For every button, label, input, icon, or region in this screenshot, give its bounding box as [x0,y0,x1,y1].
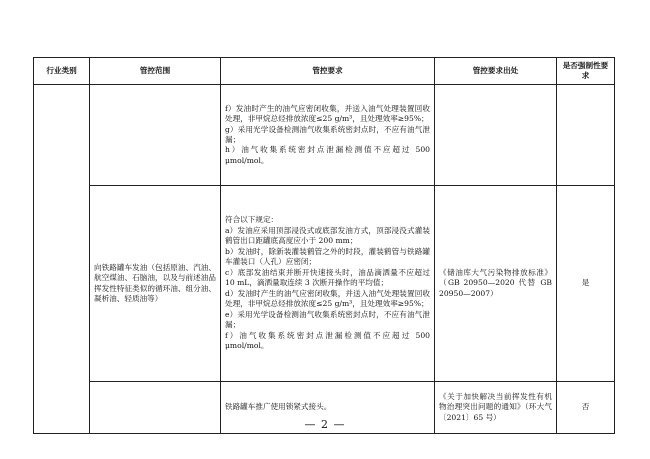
requirement-item: d）发油时产生的油气应密闭收集，并送入油气处理装置回收处理，非甲烷总烃排放浓度≤25 g/m³，且处理效率≥95%； [225,288,430,309]
requirement-item: h）油气收集系统密封点泄漏检测值不应超过 500 μmol/mol。 [225,145,430,165]
table-row [34,85,615,186]
scope-cell: 向铁路罐车发油（包括原油、汽油、航空煤油、石脑油，以及与前述油品挥发性特征类似的循环油、组分油、凝析油、轻质油等） [90,186,221,382]
page-number: — 2 — [304,418,346,431]
requirements-cell [221,186,435,382]
mandatory-cell: 是 [557,186,615,382]
header-industry: 行业类别 [34,58,90,85]
requirement-item: 符合以下规定： [225,215,279,225]
requirement-item: 铁路罐车推广使用锁紧式接头。 [225,402,332,412]
requirements-cell [221,85,435,186]
requirement-item: e）采用光学设备检测油气收集系统密封点时，不应有油气泄漏； [225,309,430,330]
source-cell: 《关于加快解决当前挥发性有机物治理突出问题的通知》（环大气〔2021〕65 号） [435,382,557,434]
regulation-table [33,57,615,434]
scope-cell [90,85,221,186]
header-mandatory: 是否强制性要求 [557,58,615,85]
requirement-item: f）油气收集系统密封点泄漏检测值不应超过 500 μmol/mol。 [225,330,430,351]
requirement-item: a）发油应采用顶部浸没式或底部发油方式，顶部浸没式灌装鹤管出口距罐底高度应小于 200 mm； [225,225,430,246]
mandatory-cell: 否 [557,382,615,434]
requirement-item: g）采用光学设备检测油气收集系统密封点时，不应有油气泄漏； [225,124,430,144]
header-requirement: 管控要求 [221,58,435,85]
header-scope: 管控范围 [90,58,221,85]
source-cell: 《储油库大气污染物排放标准》（GB 20950—2020 代替 GB 20950—2007） [435,186,557,382]
table-header-row [34,58,615,85]
requirement-item: f）发油时产生的油气应密闭收集，并送入油气处理装置回收处理，非甲烷总烃排放浓度≤25 g/m³，且处理效率≥95%； [225,103,430,124]
header-source: 管控要求出处 [435,58,557,85]
requirement-item: b）发油时，除新装灌装鹤管之外的时段，灌装鹤管与铁路罐车灌装口（人孔）应密闭； [225,246,430,267]
industry-cell [34,85,90,434]
source-cell [435,85,557,186]
requirement-item: c）底部发油结束并断开快速接头时，油品滴洒量不应超过 10 mL，滴洒量取连续 3 次断开操作的平均值； [225,267,430,288]
table-row [34,186,615,382]
mandatory-cell [557,85,615,186]
